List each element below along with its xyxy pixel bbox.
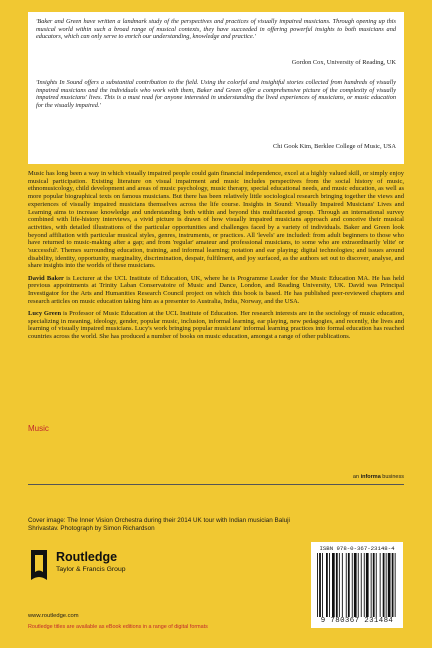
endorsement-attribution-1: Gordon Cox, University of Reading, UK [291, 59, 396, 66]
publisher-group: Taylor & Francis Group [56, 566, 126, 573]
isbn-text: ISBN 978-0-367-23148-4 [319, 545, 395, 552]
subject-category: Music [28, 424, 49, 433]
publisher-name: Routledge [56, 550, 118, 564]
informa-brand: informa [360, 474, 381, 480]
routledge-logo-icon [28, 547, 50, 583]
description-paragraph: Music has long been a way in which visually impaired people could gain financial independence, excel at a highly valued skill, or simply enjoy musical participation. Existing literature on visual impairment and music includes perspectives from the social history of music, ethnomusicology, child development and areas of music psychology, music therapy, special educational needs, and music education, as well as more popular biographical texts on famous musicians. But there has been relatively little sociological research bringing together the views and experiences of visually impaired musicians themselves across the life course. Insights in Sound: Visually Impaired Musicians' Lives and Learning aims to increase knowledge and understanding both within and beyond this multifaceted group. Through an international survey combined with life-history interviews, a vivid picture is drawn of how visually impaired musicians approach and conceive their musical activities, with detailed illustrations of the particular opportunities and challenges faced by a variety of individuals. Baker and Green look beyond affiliation with particular musical styles, genres, instruments, or practices. All 'levels' are included: from adult beginners to those who have returned to music-making after a gap; and from 'regular' amateur and professional musicians, to some who are extraordinarily 'elite' or 'successful'. Themes surrounding education, training, and informal learning; notation and ear playing; digital technologies; and issues around disability, identity, opportunity, marginality, discrimination, despair, fulfilment, and joy surfaced, as the authors set out to discover, analyse, and share insights into the worlds of these musicians. [28, 170, 404, 270]
author-name-2: Lucy Green [28, 309, 62, 317]
barcode-icon [317, 553, 397, 617]
author-bio-text-1: is Lecturer at the UCL Institute of Education, UK, where he is Programme Leader for the Music Education MA. He has held previous appointments at Trinity Laban Conservatoire of Music and Dance, London, and Reading University, UK. David was Principal Investigator for the Arts and Humanities Research Council project on which this book is based. He has published peer-reviewed chapters and research articles on music education taking him as a presenter to Australia, India, Norway, and the USA. [28, 274, 404, 305]
publisher-website[interactable]: www.routledge.com [28, 613, 79, 619]
informa-prefix: an [352, 474, 361, 480]
informa-suffix: business [380, 474, 404, 480]
author-bio-2 [28, 310, 404, 341]
cover-credit: Cover image: The Inner Vision Orchestra during their 2014 UK tour with Indian musician Baluji Shrivastav. Photograph by Simon Richardson [28, 517, 290, 532]
endorsements-box [28, 12, 404, 164]
endorsement-quote-1: 'Baker and Green have written a landmark study of the perspectives and practices of visually impaired musicians. Through opening up this musical world within such a broad range of musical contexts, they have succeeded in offering powerful insights to both musicians and educators, which can only serve to enrich our understanding, knowledge and practice.' [36, 18, 396, 41]
ebook-availability-note: Routledge titles are available as eBook editions in a range of digital formats [28, 624, 208, 630]
endorsement-quote-2: 'Insights In Sound offers a substantial contribution to the field. Using the colorful and insightful stories collected from hundreds of visually impaired musicians and the individuals who work with them, Baker and Green offer a comprehensive picture of the complexity of visually impaired musicians' lives. This is a must read for anyone interested in understanding the lived experiences of musicians, or music education for the visually impaired.' [36, 79, 396, 109]
author-name-1: David Baker [28, 274, 64, 282]
informa-business-note [353, 474, 404, 480]
barcode-number: 9 780367 231484 [320, 617, 394, 625]
divider-line [28, 484, 404, 485]
author-bio-text-2: is Professor of Music Education at the UCL Institute of Education. Her research interests are in the sociology of music education, specializing in meaning, ideology, gender, popular music, inclusion, informal learning, ear playing, new pedagogies, and recently, the lives and learning of visually impaired musicians. Lucy's work bringing popular musicians' informal learning practices into formal education has reached countries across the world. She has produced a number of books on music education, amongst a range of other publications. [28, 309, 404, 341]
endorsement-attribution-2: Chi Gook Kim, Berklee College of Music, USA [272, 143, 396, 150]
book-description [28, 170, 404, 345]
barcode-panel [311, 542, 403, 628]
author-bio-1 [28, 275, 404, 306]
